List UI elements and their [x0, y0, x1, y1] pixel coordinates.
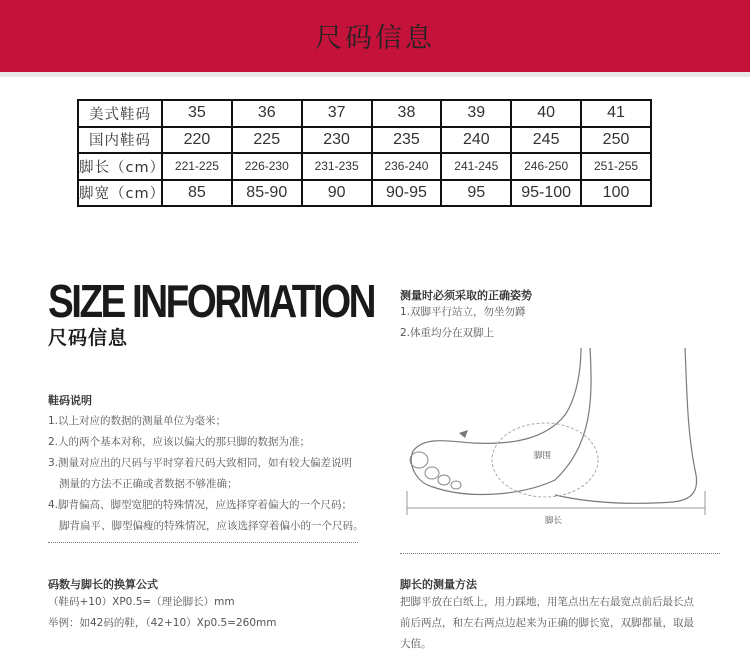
length-label: 脚长 — [545, 516, 563, 526]
arrow-icon — [459, 430, 468, 438]
shoe-note-line: 1.以上对应的数据的测量单位为毫米； — [48, 415, 227, 427]
method-line: 大值。 — [400, 638, 432, 650]
size-table-cell: 95-100 — [511, 180, 581, 207]
heel-outline — [555, 348, 697, 503]
toe — [425, 467, 439, 479]
size-table-cell: 231-235 — [302, 153, 372, 180]
size-table-cell: 85 — [162, 180, 232, 207]
size-row-label: 脚宽（cm） — [78, 180, 162, 207]
size-table-cell: 236-240 — [372, 153, 442, 180]
size-table-cell: 250 — [581, 127, 651, 154]
shoe-note-line: 测量的方法不正确或者数据不够准确； — [59, 478, 238, 490]
size-table-cell: 100 — [581, 180, 651, 207]
method-heading: 脚长的测量方法 — [400, 578, 477, 591]
dotted-divider — [400, 553, 720, 554]
banner-divider — [0, 72, 750, 77]
size-table-cell: 38 — [372, 100, 442, 127]
size-table-cell: 226-230 — [232, 153, 302, 180]
dotted-divider — [48, 542, 358, 543]
shoe-note-line: 3.测量对应出的尺码与平时穿着尺码大致相同，如有较大偏差说明 — [48, 457, 353, 469]
formula-text — [48, 592, 276, 634]
size-table-cell: 85-90 — [232, 180, 302, 207]
size-table-cell: 221-225 — [162, 153, 232, 180]
shoe-notes-text — [48, 411, 364, 537]
size-table-cell: 39 — [441, 100, 511, 127]
page-title: 尺码信息 — [315, 23, 435, 54]
size-table-row — [78, 153, 651, 180]
shoe-notes-heading: 鞋码说明 — [48, 394, 92, 407]
posture-text — [400, 302, 526, 344]
posture-heading: 测量时必须采取的正确姿势 — [400, 289, 532, 302]
big-toe — [410, 452, 428, 468]
size-table-cell: 90 — [302, 180, 372, 207]
size-table-cell: 241-245 — [441, 153, 511, 180]
size-row-label: 美式鞋码 — [78, 100, 162, 127]
posture-line: 2.体重均分在双脚上 — [400, 327, 495, 339]
toe — [438, 475, 450, 485]
method-line: 把脚平放在白纸上，用力踩地，用笔点出左右最宽点前后最长点 — [400, 596, 694, 608]
size-table-cell: 90-95 — [372, 180, 442, 207]
foot-measurement-figure — [395, 345, 720, 545]
girth-label: 脚围 — [534, 451, 552, 461]
size-table-cell: 41 — [581, 100, 651, 127]
formula-heading: 码数与脚长的换算公式 — [48, 578, 158, 591]
size-table-row — [78, 180, 651, 207]
size-table-cell: 246-250 — [511, 153, 581, 180]
size-row-label: 国内鞋码 — [78, 127, 162, 154]
toe — [451, 481, 461, 489]
method-line: 前后两点，和左右两点边起来为正确的脚长宽，双脚都量，取最 — [400, 617, 694, 629]
size-row-label: 脚长（cm） — [78, 153, 162, 180]
size-information-title: SIZE INFORMATION — [48, 275, 375, 327]
shoe-note-line: 脚背扁平、脚型偏瘦的特殊情况，应该选择穿着偏小的一个尺码。 — [59, 520, 364, 532]
method-text — [400, 592, 694, 655]
size-table-row — [78, 100, 651, 127]
size-table-cell: 37 — [302, 100, 372, 127]
size-table-cell: 235 — [372, 127, 442, 154]
size-table-cell: 225 — [232, 127, 302, 154]
size-table-row — [78, 127, 651, 154]
formula-line: 举例：如42码的鞋，（42+10）Xp0.5=260mm — [48, 617, 277, 629]
size-table-cell: 220 — [162, 127, 232, 154]
size-table-cell: 230 — [302, 127, 372, 154]
size-information-subtitle: 尺码信息 — [48, 327, 129, 349]
shoe-note-line: 4.脚背偏高、脚型宽肥的特殊情况，应选择穿着偏大的一个尺码； — [48, 499, 353, 511]
posture-line: 1.双脚平行站立，勿坐勿蹲 — [400, 306, 526, 318]
size-table-cell: 251-255 — [581, 153, 651, 180]
size-table-cell: 240 — [441, 127, 511, 154]
size-table-cell: 40 — [511, 100, 581, 127]
size-table-cell: 95 — [441, 180, 511, 207]
shoe-note-line: 2.人的两个基本对称，应该以偏大的那只脚的数据为准； — [48, 436, 311, 448]
size-table-cell: 36 — [232, 100, 302, 127]
size-table-cell: 35 — [162, 100, 232, 127]
size-table-cell: 245 — [511, 127, 581, 154]
foot-outline — [411, 348, 591, 494]
formula-line: （鞋码+10）XP0.5=（理论脚长）mm — [48, 596, 235, 608]
size-chart-table — [77, 99, 652, 207]
